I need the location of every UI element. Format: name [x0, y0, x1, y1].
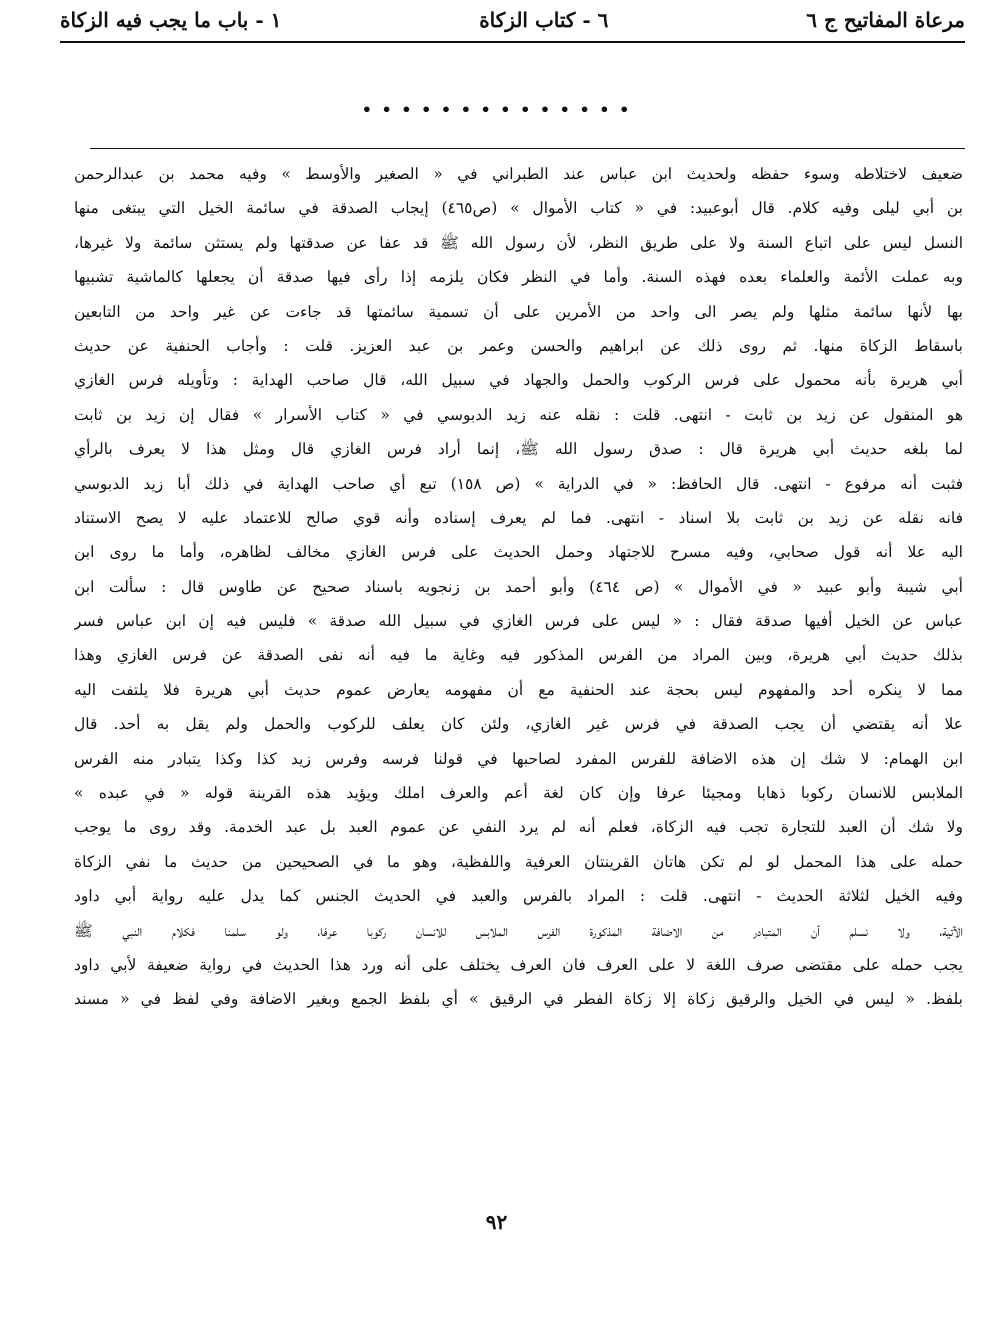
header-rule: [60, 41, 965, 43]
header-chapter-title: ٦ - كتاب الزكاة: [479, 8, 609, 32]
text-line: وفيه الخيل لثلاثة الحديث - انتهى. قلت : المراد بالفرس والعبد في الحديث الجنس كما يدل عليه رواية أبي داود: [74, 887, 963, 906]
text-line: بها لأنها سائمة مثلها ولم يصر الى واحد من الأمرين على أن تسمية سائمتها قد جاءت عن غير واحد من التابعين: [74, 302, 963, 321]
text-line: ولا شك أن العبد للتجارة تجب فيه الزكاة، فعلم أنه لم يرد النفي عن عموم العبد بل عبد الخدمة. وقد روى ما يوجب: [74, 818, 963, 837]
running-header: [60, 2, 965, 38]
text-line: أبي هريرة بأنه محمول على فرس الركوب والحمل والجهاد في سبيل الله، قال صاحب الهداية : وتأويله فرس الغازي: [74, 371, 963, 390]
text-line: يجب حمله على مقتضى صرف اللغة لا على العرف فان العرف يختلف على أنه ورد هذا الحديث في رواية ضعيفة لأبي داود: [74, 955, 963, 974]
text-line: أبي شيبة وأبو عبيد « في الأموال » (ص ٤٦٤) وأبو أحمد بن زنجويه باسناد صحيح عن طاوس قال : سألت ابن: [74, 577, 963, 596]
star-separator: • • • • • • • • • • • • • •: [361, 100, 632, 119]
text-line: وبه عملت الأئمة والعلماء بعده فهذه السنة. وأما في النظر فكان يلزمه إذا رأى فيها صدقة أن يجعلها كالماشية تشبيها: [74, 268, 963, 287]
text-line: بذلك حديث أبي هريرة، وبين المراد من الفرس المذكور فيه وغاية ما فيه أنه نفى الصدقة عن فرس الغازي وهذا: [74, 646, 963, 665]
text-line: علا أنه يقتضي أن يجب الصدقة في فرس غير الغازي، ولئن كان يعلف للركوب والحمل ولم يقل به أحد. قال: [74, 715, 963, 734]
text-line: ابن الهمام: لا شك إن هذه الاضافة للفرس المفرد لصاحبها في قولنا فرسه وفرس زيد كذا وكذا يتبادر منه الفرس: [74, 749, 963, 768]
text-line: فانه نقله عن زيد بن ثابت بلا اسناد - انتهى. فما لم يعرف إسناده وأنه قوي صالح للاعتماد عليه لا يصح الاستناد: [74, 508, 963, 527]
text-line: بن أبي ليلى وفيه كلام. قال أبوعبيد: في « كتاب الأموال » (ص٤٦٥) إيجاب الصدقة في سائمة الخيل التي يبتغى منها: [74, 199, 963, 218]
page-number: ٩٢: [485, 1210, 508, 1234]
header-book-title: مرعاة المفاتيح ج ٦: [806, 8, 965, 32]
text-line: اليه علا أنه قول صحابي، وفيه مسرح للاجتهاد وحمل الحديث على فرس الغازي مخالف لظاهره، وأما ما روى ابن: [74, 543, 963, 562]
text-line: عباس عن الخيل أفيها صدقة فقال : « ليس على فرس الغازي في سبيل الله صدقة » فليس فيه إن ابن عباس فسر: [74, 612, 963, 631]
text-line: مما لا ينكره أحد والمفهوم ليس بحجة عند الحنفية مع أن مفهومه يعارض عموم حديث أبي هريرة فلا يلتفت اليه: [74, 680, 963, 699]
body-text: [74, 157, 963, 1017]
text-line: هو المنقول عن زيد بن ثابت - انتهى. قلت : نقله عنه زيد الدبوسي في « كتاب الأسرار » فقال إن زيد بن ثابت: [74, 405, 963, 424]
text-line: فثبت أنه مرفوع - انتهى. قال الحافظ: « في الدراية » (ص ١٥٨) تبع أي صاحب الهداية في ذلك أبا زيد الدبوسي: [74, 474, 963, 493]
text-line: الملابس للانسان ركوبا ذهابا ومجيئا عرفا وإن كان لغة أعم والعرف املك ويؤيد هذه القرينة قوله « في عبده »: [74, 784, 963, 803]
text-line: لما بلغه حديث أبي هريرة قال : صدق رسول الله ﷺ، إنما أراد فرس الغازي قال ومثل هذا لا يعرف بالرأي: [74, 440, 963, 459]
header-section-title: ١ - باب ما يجب فيه الزكاة: [60, 8, 282, 32]
text-line: النسل ليس على اتباع السنة ولا على طريق النظر، لأن رسول الله ﷺ قد عفا عن صدقتها ولم يستثن سائمة ولا غيرها،: [74, 233, 963, 252]
text-line: الآتية، ولا نسلم أن المتبادر من الاضافة المذكورة الفرس الملابس للانسان ركوبا عرفا، ولو سلمنا فكلام النبي ﷺ: [74, 921, 963, 940]
text-line: حمله على هذا المحمل لو لم تكن هاتان القرينتان العرفية واللفظية، وهو ما في الصحيحين من حديث ما نفي الزكاة: [74, 852, 963, 871]
text-line: ضعيف لاختلاطه وسوء حفظه ولحديث ابن عباس عند الطبراني في « الصغير والأوسط » وفيه محمد بن عبدالرحمن: [74, 165, 963, 183]
text-line: باسقاط الزكاة منها. ثم روى ذلك عن ابراهيم والحسن وعمر بن عبد العزيز. قلت : وأجاب الحنفية عن حديث: [74, 336, 963, 355]
content-rule: [90, 148, 965, 149]
text-line: بلفظ. « ليس في الخيل والرقيق زكاة إلا زكاة الفطر في الرقيق » أي بلفظ الجمع وبغير الاضافة وفي لفظ في « مسند: [74, 990, 963, 1009]
